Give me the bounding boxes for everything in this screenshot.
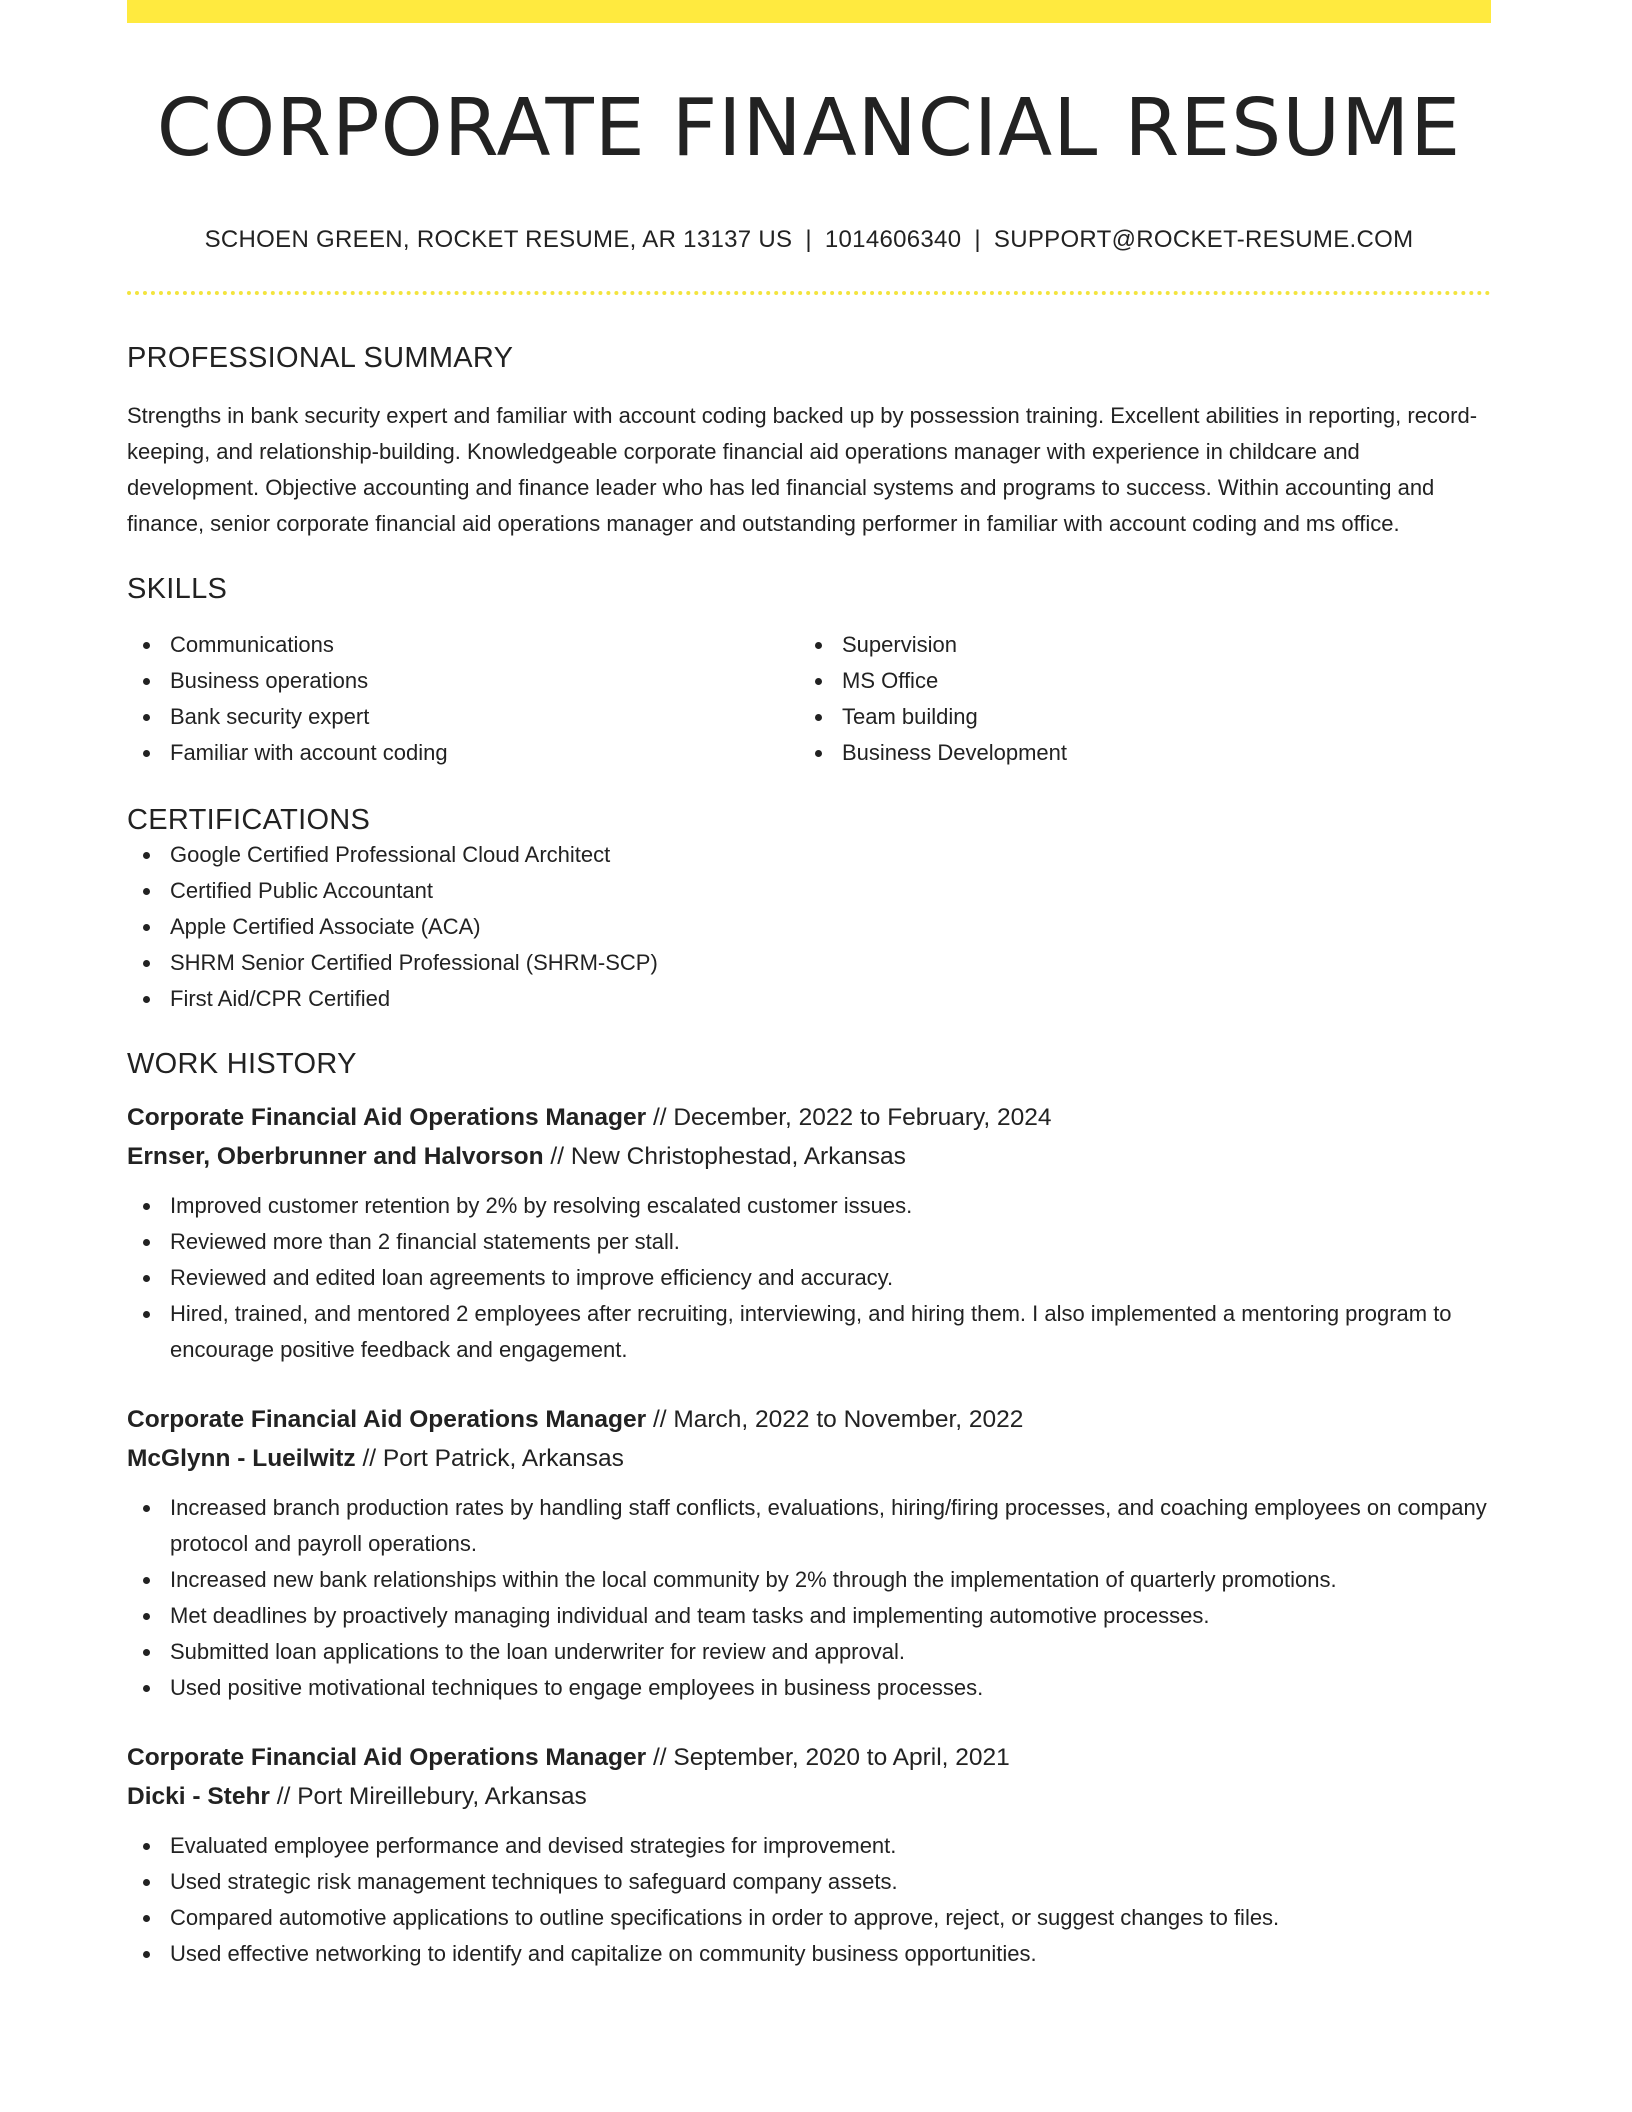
- job-company: McGlynn - Lueilwitz: [127, 1445, 356, 1473]
- job-bullet-text: Submitted loan applications to the loan underwriter for review and approval.: [170, 1639, 905, 1665]
- list-item: [127, 1900, 1491, 1936]
- contact-phone: 1014606340: [824, 225, 962, 253]
- skill-label: Familiar with account coding: [170, 739, 448, 765]
- list-item: [127, 1224, 1491, 1260]
- skill-label: Bank security expert: [170, 703, 370, 729]
- bullet-icon: [143, 888, 150, 895]
- job-bullet-text: Compared automotive applications to outline specifications in order to approve, reject, or suggest changes to files.: [170, 1905, 1280, 1931]
- list-item: [127, 699, 799, 735]
- certification-label: Apple Certified Associate (ACA): [170, 914, 481, 940]
- job-bullet-text: Evaluated employee performance and devised strategies for improvement.: [170, 1833, 897, 1859]
- contact-separator: |: [805, 225, 812, 253]
- bullet-icon: [143, 1311, 150, 1318]
- job-location: // Port Mireillebury, Arkansas: [269, 1783, 587, 1811]
- job-bullet-text: Improved customer retention by 2% by resolving escalated customer issues.: [170, 1193, 913, 1219]
- job-bullet-text: Reviewed more than 2 financial statements per stall.: [170, 1229, 680, 1255]
- certification-label: First Aid/CPR Certified: [170, 986, 391, 1012]
- bullet-icon: [143, 852, 150, 859]
- job-company-line: [127, 1777, 1491, 1816]
- job-dates: // September, 2020 to April, 2021: [646, 1744, 1010, 1772]
- skills-heading: SKILLS: [127, 572, 228, 605]
- work-history-heading: WORK HISTORY: [127, 1048, 357, 1081]
- list-item: [127, 837, 1491, 873]
- list-item: [127, 1260, 1491, 1296]
- bullet-icon: [815, 678, 822, 685]
- contact-line: [127, 224, 1491, 255]
- bullet-icon: [143, 642, 150, 649]
- list-item: [127, 1936, 1491, 1972]
- bullet-icon: [143, 1505, 150, 1512]
- job-dates: // March, 2022 to November, 2022: [646, 1406, 1024, 1434]
- skill-label: Communications: [170, 631, 334, 657]
- skills-column-right: [799, 627, 1471, 771]
- list-item: [127, 735, 799, 771]
- job-dates: // December, 2022 to February, 2024: [646, 1104, 1052, 1132]
- skill-label: Business operations: [170, 667, 369, 693]
- list-item: [127, 873, 1491, 909]
- list-item: [127, 1670, 1491, 1706]
- skill-label: Business Development: [842, 739, 1068, 765]
- bullet-icon: [143, 1915, 150, 1922]
- bullet-icon: [143, 714, 150, 721]
- bullet-icon: [143, 1203, 150, 1210]
- skills-grid: [127, 627, 1491, 771]
- job-entry: [127, 1098, 1491, 1368]
- list-item: [127, 1634, 1491, 1670]
- resume-title: CORPORATE FINANCIAL RESUME: [156, 82, 1462, 174]
- bullet-icon: [143, 924, 150, 931]
- bullet-icon: [143, 678, 150, 685]
- job-entry: [127, 1400, 1491, 1706]
- list-item: [127, 1562, 1491, 1598]
- bullet-icon: [143, 1613, 150, 1620]
- job-title-line: [127, 1400, 1491, 1439]
- bullet-icon: [143, 1685, 150, 1692]
- job-title-line: [127, 1098, 1491, 1137]
- job-bullet-text: Hired, trained, and mentored 2 employees after recruiting, interviewing, and hiring them. I also implemented a mentoring program to encourage positive feedback and engagement.: [170, 1301, 1452, 1363]
- job-bullet-text: Used positive motivational techniques to engage employees in business processes.: [170, 1675, 984, 1701]
- bullet-icon: [143, 1275, 150, 1282]
- list-item: [127, 1188, 1491, 1224]
- list-item: [127, 1296, 1491, 1368]
- bullet-icon: [143, 960, 150, 967]
- bullet-icon: [143, 1239, 150, 1246]
- bullet-icon: [143, 1951, 150, 1958]
- certifications-heading: CERTIFICATIONS: [127, 803, 371, 836]
- bullet-icon: [815, 642, 822, 649]
- list-item: [127, 981, 1491, 1017]
- dotted-divider: [127, 291, 1491, 295]
- list-item: [127, 627, 799, 663]
- job-company: Ernser, Oberbrunner and Halvorson: [127, 1143, 544, 1171]
- list-item: [127, 1598, 1491, 1634]
- job-company: Dicki - Stehr: [127, 1783, 270, 1811]
- skill-label: MS Office: [842, 667, 939, 693]
- job-bullet-text: Increased new bank relationships within the local community by 2% through the implementation of quarterly promotions.: [170, 1567, 1337, 1593]
- job-bullets: [127, 1490, 1491, 1706]
- list-item: [127, 945, 1491, 981]
- job-location: // New Christophestad, Arkansas: [543, 1143, 906, 1171]
- job-title-line: [127, 1738, 1491, 1777]
- certifications-list: [127, 837, 1491, 1017]
- list-item: [127, 1828, 1491, 1864]
- summary-heading: PROFESSIONAL SUMMARY: [127, 342, 514, 375]
- job-bullet-text: Used strategic risk management techniques to safeguard company assets.: [170, 1869, 898, 1895]
- bullet-icon: [815, 750, 822, 757]
- job-location: // Port Patrick, Arkansas: [355, 1445, 624, 1473]
- top-accent-bar: [127, 0, 1491, 23]
- job-bullet-text: Met deadlines by proactively managing individual and team tasks and implementing automotive processes.: [170, 1603, 1210, 1629]
- job-bullet-text: Reviewed and edited loan agreements to improve efficiency and accuracy.: [170, 1265, 894, 1291]
- resume-page: [127, 0, 1491, 1972]
- job-title: Corporate Financial Aid Operations Manager: [127, 1104, 647, 1132]
- job-entry: [127, 1738, 1491, 1972]
- list-item: [799, 699, 1471, 735]
- job-title: Corporate Financial Aid Operations Manager: [127, 1406, 647, 1434]
- contact-address: SCHOEN GREEN, ROCKET RESUME, AR 13137 US: [204, 225, 793, 253]
- bullet-icon: [815, 714, 822, 721]
- list-item: [127, 1490, 1491, 1562]
- list-item: [127, 1864, 1491, 1900]
- certification-label: SHRM Senior Certified Professional (SHRM-SCP): [170, 950, 658, 976]
- bullet-icon: [143, 1577, 150, 1584]
- list-item: [799, 627, 1471, 663]
- job-bullet-text: Increased branch production rates by handling staff conflicts, evaluations, hiring/firing processes, and coaching employees on company protocol and payroll operations.: [170, 1495, 1487, 1557]
- skill-label: Supervision: [842, 631, 957, 657]
- list-item: [127, 663, 799, 699]
- job-bullet-text: Used effective networking to identify and capitalize on community business opportunities.: [170, 1941, 1037, 1967]
- job-company-line: [127, 1137, 1491, 1176]
- list-item: [799, 663, 1471, 699]
- bullet-icon: [143, 750, 150, 757]
- bullet-icon: [143, 1843, 150, 1850]
- certification-label: Google Certified Professional Cloud Architect: [170, 842, 611, 868]
- job-title: Corporate Financial Aid Operations Manager: [127, 1744, 647, 1772]
- skill-label: Team building: [842, 703, 978, 729]
- job-company-line: [127, 1439, 1491, 1478]
- contact-email: SUPPORT@ROCKET-RESUME.COM: [993, 225, 1414, 253]
- job-bullets: [127, 1188, 1491, 1368]
- skills-column-left: [127, 627, 799, 771]
- bullet-icon: [143, 1879, 150, 1886]
- contact-separator: |: [974, 225, 981, 253]
- summary-text: Strengths in bank security expert and familiar with account coding backed up by possession training. Excellent abilities in reporting, record-keeping, and relationship-building. Knowledgeable corporate financial aid operations manager with experience in childcare and development. Objective accounting and finance leader who has led financial systems and programs to success. Within accounting and finance, senior corporate financial aid operations manager and outstanding performer in familiar with account coding and ms office.: [127, 402, 1478, 536]
- list-item: [799, 735, 1471, 771]
- bullet-icon: [143, 1649, 150, 1656]
- job-bullets: [127, 1828, 1491, 1972]
- bullet-icon: [143, 996, 150, 1003]
- certification-label: Certified Public Accountant: [170, 878, 433, 904]
- list-item: [127, 909, 1491, 945]
